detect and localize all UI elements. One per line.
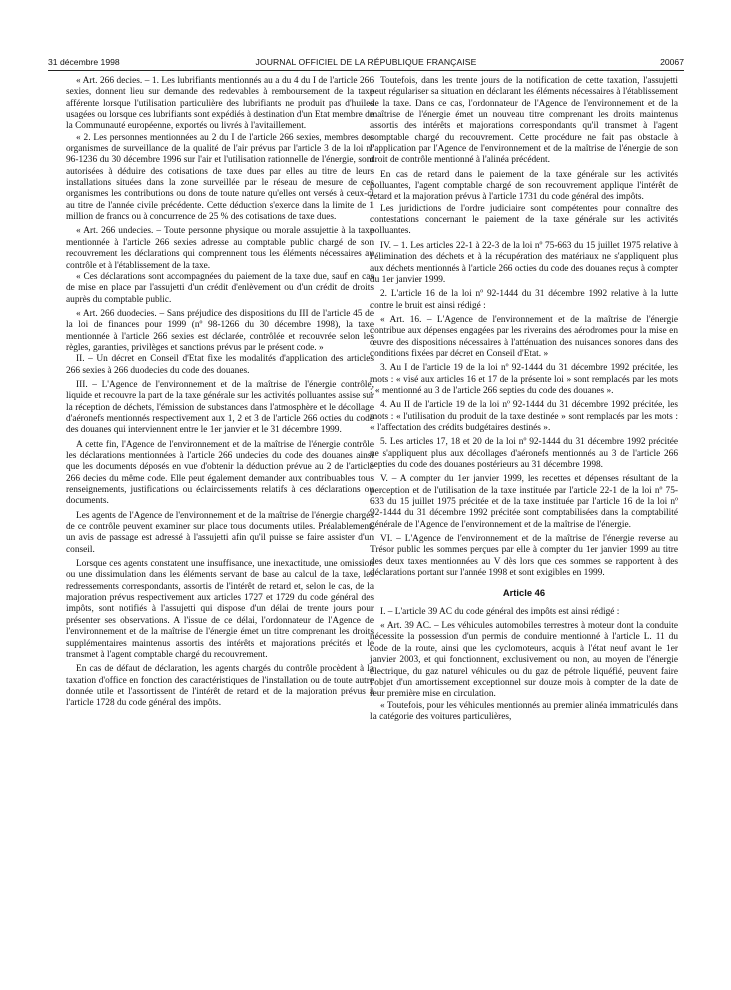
paragraph: « Ces déclarations sont accompagnées du paiement de la taxe due, sauf en cas de mise en place par l'assujetti d'un crédit d'enlèvement ou d'un crédit de droits auprès du comptable public. <box>66 271 374 305</box>
paragraph: 2. L'article 16 de la loi nº 92-1444 du 31 décembre 1992 relative à la lutte contre le bruit est ainsi rédigé : <box>370 289 678 311</box>
paragraph: 4. Au II de l'article 19 de la loi nº 92-1444 du 31 décembre 1992 précitée, les mots : « l'utilisation du produit de la taxe destinée » sont remplacés par les mots : « l'affectation des crédits budgétaires destinés ». <box>370 400 678 433</box>
paragraph: « Toutefois, pour les véhicules mentionnés au premier alinéa immatriculés dans la catégorie des voitures particulières, <box>370 700 678 722</box>
paragraph: IV. – 1. Les articles 22-1 à 22-3 de la loi nº 75-663 du 15 juillet 1975 relative à l'élimination des déchets et à la récupération des matériaux ne s'appliquent plus aux déchets mentionnés à l'article 266 octies du code des douanes reçus à compter du 1er janvier 1999. <box>370 240 678 285</box>
paragraph: « 2. Les personnes mentionnées au 2 du I de l'article 266 sexies, membres des organismes de surveillance de la qualité de l'air prévus par l'article 3 de la loi nº 96-1236 du 30 décembre 1996 sur l'air et l'utilisation rationnelle de l'énergie, sont autorisées à déduire des cotisations de taxe dues par elles au titre de leurs installations situées dans la zone surveillée par le réseau de mesure de ces organismes les contributions ou dons de toute nature qu'elles ont versés à ceux-ci au titre de l'année civile précédente. Cette déduction s'exerce dans la limite de 1 million de francs ou à concurrence de 25 % des cotisations de taxe dues. <box>66 132 374 223</box>
paragraph: 5. Les articles 17, 18 et 20 de la loi nº 92-1444 du 31 décembre 1992 précitée ne s'appliquent plus aux décollages d'aéronefs mentionnés au 3 de l'article 266 septies du code des douanes postérieurs au 31 décembre 1998. <box>370 437 678 470</box>
paragraph: En cas de retard dans le paiement de la taxe générale sur les activités polluantes, l'agent comptable chargé de son recouvrement applique l'intérêt de retard et la majoration prévus à l'article 1731 du code général des impôts. <box>370 169 678 203</box>
header-page-number: 20067 <box>660 57 684 67</box>
paragraph: A cette fin, l'Agence de l'environnement et de la maîtrise de l'énergie contrôle les déclarations mentionnées à l'article 266 undecies du code des douanes ainsi que les documents déposés en vue d'obtenir la déduction prévue au 2 de l'article 266 decies du même code. Elle peut également demander aux contribuables tous renseignements, justifications ou éclaircissements relatifs à ces déclarations ou documents. <box>66 439 374 507</box>
paragraph: 3. Au I de l'article 19 de la loi nº 92-1444 du 31 décembre 1992 précitée, les mots : « visé aux articles 16 et 17 de la présente loi » sont remplacés par les mots : « mentionné au 3 de l'article 266 septies du code des douanes ». <box>370 363 678 396</box>
paragraph: I. – L'article 39 AC du code général des impôts est ainsi rédigé : <box>380 606 620 617</box>
paragraph: III. – L'Agence de l'environnement et de la maîtrise de l'énergie contrôle, liquide et recouvre la part de la taxe générale sur les activités polluantes assise sur la réception de déchets, l'émission de substances dans l'atmosphère et le décollage d'aéronefs mentionnés respectivement aux 1, 2 et 3 de l'article 266 octies du code des douanes qui interviennent entre le 1er janvier et le 31 décembre 1999. <box>66 379 374 436</box>
article-heading: Article 46 <box>502 587 546 599</box>
paragraph: « Art. 16. – L'Agence de l'environnement et de la maîtrise de l'énergie contribue aux dépenses engagées par les riverains des aérodromes pour la mise en œuvre des dispositions nécessaires à l'atténuation des nuisances sonores dans des conditions fixées par décret en Conseil d'Etat. » <box>370 314 678 359</box>
paragraph: Les juridictions de l'ordre judiciaire sont compétentes pour connaître des contestations concernant le paiement de la taxe générale sur les activités polluantes. <box>370 203 678 237</box>
header-rule <box>48 70 684 71</box>
paragraph: Toutefois, dans les trente jours de la notification de cette taxation, l'assujetti peut régulariser sa situation en déclarant les éléments nécessaires à l'établissement de la taxe. Dans ce cas, l'ordonnateur de l'Agence de l'environnement et de la maîtrise de l'énergie émet un nouveau titre comprenant les droits maintenus assortis des intérêts et majorations correspondants qu'il transmet à l'agent comptable chargé du recouvrement. Cette procédure ne fait pas obstacle à l'application par l'Agence de l'environnement et de la maîtrise de l'énergie de son droit de contrôle mentionné à l'alinéa précédent. <box>370 76 678 166</box>
left-column <box>66 76 374 710</box>
paragraph: « Art. 266 undecies. – Toute personne physique ou morale assujettie à la taxe mentionnée à l'article 266 sexies adresse au comptable public chargé de son recouvrement les déclarations qui comprennent tous les éléments nécessaires au contrôle et à l'établissement de la taxe. <box>66 226 374 271</box>
header-journal-title: JOURNAL OFFICIEL DE LA RÉPUBLIQUE FRANÇAISE <box>255 57 477 67</box>
right-column <box>370 76 678 723</box>
paragraph: « Art. 39 AC. – Les véhicules automobiles terrestres à moteur dont la conduite nécessite la possession d'un permis de conduire mentionné à l'article L. 11 du code de la route, ainsi que les cyclomoteurs, acquis à l'état neuf avant le 1er janvier 2003, et qui fonctionnent, exclusivement ou non, au moyen de l'énergie électrique, du gaz naturel véhicules ou du gaz de pétrole liquéfié, peuvent faire l'objet d'un amortissement exceptionnel sur douze mois à compter de la date de leur première mise en circulation. <box>370 621 678 700</box>
paragraph: V. – A compter du 1er janvier 1999, les recettes et dépenses résultant de la perception et de l'utilisation de la taxe instituée par l'article 22-1 de la loi nº 75-633 du 15 juillet 1975 précitée et de la taxe instituée par l'article 16 de la loi nº 92-1444 du 31 décembre 1992 précitée sont comptabilisées dans la comptabilité générale de l'Agence de l'environnement et de la maîtrise de l'énergie. <box>370 474 678 530</box>
paragraph: II. – Un décret en Conseil d'Etat fixe les modalités d'application des articles 266 sexies à 266 duodecies du code des douanes. <box>66 354 374 376</box>
paragraph: Les agents de l'Agence de l'environnement et de la maîtrise de l'énergie chargés de ce contrôle peuvent examiner sur place tous documents utiles. Préalablement, un avis de passage est adressé à l'assujetti afin qu'il puisse se faire assister d'un conseil. <box>66 510 374 555</box>
paragraph: « Art. 266 duodecies. – Sans préjudice des dispositions du III de l'article 45 de la loi de finances pour 1999 (nº 98-1266 du 30 décembre 1998), la taxe mentionnée à l'article 266 sexies est déclarée, contrôlée et recouvrée selon les règles, garanties, privilèges et sanctions prévus par le présent code. » <box>66 308 374 353</box>
paragraph: « Art. 266 decies. – 1. Les lubrifiants mentionnés au a du 4 du I de l'article 266 sexies, donnent lieu sur demande des redevables à remboursement de la taxe afférente lorsque l'utilisation particulière des lubrifiants ne produit pas d'huiles usagées ou lorsque ces lubrifiants sont expédiés à destination d'un Etat membre de la Communauté européenne, exportés ou livrés à l'avitaillement. <box>66 76 374 132</box>
paragraph: En cas de défaut de déclaration, les agents chargés du contrôle procèdent à la taxation d'office en fonction des caractéristiques de l'installation ou de toute autre donnée utile et l'assortissent de l'intérêt de retard et de la majoration prévus à l'article 1728 du code général des impôts. <box>66 664 374 709</box>
paragraph: Lorsque ces agents constatent une insuffisance, une inexactitude, une omission ou une dissimulation dans les éléments servant de base au calcul de la taxe, les redressements correspondants, assortis de l'intérêt de retard et, selon le cas, de la majoration prévus respectivement aux articles 1727 et 1729 du code général des impôts, sont notifiés à l'assujetti qui dispose d'un délai de trente jours pour présenter ses observations. A l'issue de ce délai, l'ordonnateur de l'Agence de l'environnement et de la maîtrise de l'énergie émet un titre comprenant les droits supplémentaires maintenus assortis des intérêts et majorations précités et le transmet à l'agent comptable chargé du recouvrement. <box>66 559 374 660</box>
paragraph: VI. – L'Agence de l'environnement et de la maîtrise de l'énergie reverse au Trésor public les sommes perçues par elle à compter du 1er janvier 1999 au titre des deux taxes mentionnées au V dès lors que ces sommes se rapportent à des déclarations portant sur l'année 1998 et sont exigibles en 1999. <box>370 534 678 579</box>
header-date: 31 décembre 1998 <box>48 57 120 67</box>
page-header <box>48 55 684 71</box>
